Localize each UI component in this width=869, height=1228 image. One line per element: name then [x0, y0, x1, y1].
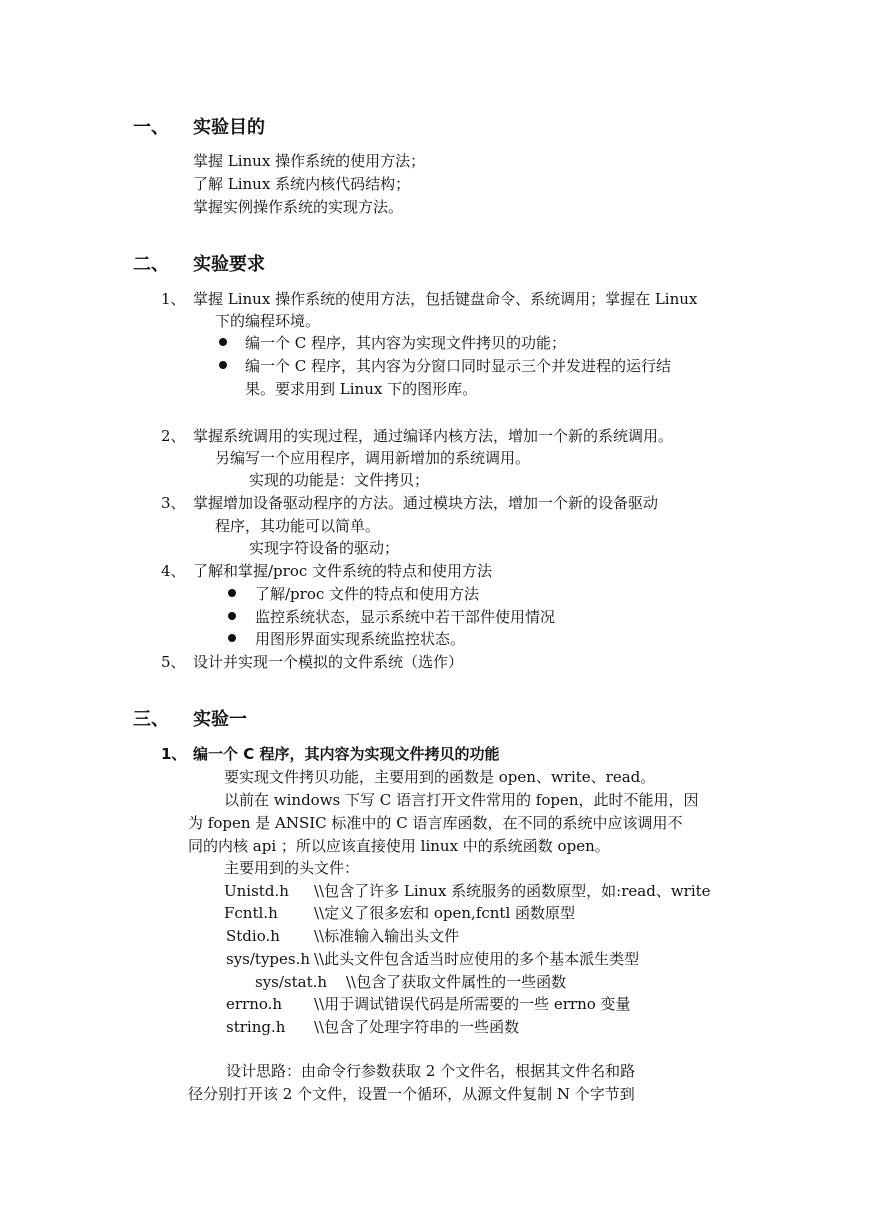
header-file-name: Fcntl.h — [224, 904, 278, 922]
bullet-text: 用图形界面实现系统监控状态。 — [255, 630, 466, 648]
paragraph-line: 设计并实现一个模拟的文件系统（选作） — [193, 653, 464, 671]
paragraph-line: 要实现文件拷贝功能，主要用到的函数是 open、write、read。 — [224, 768, 656, 786]
bullet-text: 果。要求用到 Linux 下的图形库。 — [245, 380, 478, 398]
header-file-desc: \\用于调试错误代码是所需要的一些 errno 变量 — [314, 995, 631, 1013]
section-title: 实验目的 — [193, 117, 265, 138]
paragraph-line: 了解 Linux 系统内核代码结构； — [193, 175, 411, 193]
bullet-icon — [228, 612, 236, 620]
list-number: 2、 — [161, 427, 186, 445]
section-number: 二、 — [133, 254, 169, 275]
section-number: 一、 — [133, 117, 169, 138]
header-file-desc: \\定义了很多宏和 open,fcntl 函数原型 — [314, 904, 576, 922]
bullet-icon — [228, 634, 236, 642]
paragraph-line: 为 fopen 是 ANSIC 标准中的 C 语言库函数，在不同的系统中应该调用不 — [188, 814, 683, 832]
paragraph-line: 掌握 Linux 操作系统的使用方法，包括键盘命令、系统调用；掌握在 Linux — [193, 290, 698, 308]
list-number: 1、 — [161, 290, 186, 308]
bullet-icon — [219, 361, 227, 369]
paragraph-line: 另编写一个应用程序，调用新增加的系统调用。 — [215, 449, 531, 467]
bullet-text: 编一个 C 程序，其内容为分窗口同时显示三个并发进程的运行结 — [245, 357, 672, 375]
header-file-name: sys/stat.h — [255, 973, 328, 991]
list-number: 3、 — [161, 494, 186, 512]
paragraph-line: 设计思路：由命令行参数获取 2 个文件名，根据其文件名和路 — [226, 1062, 636, 1080]
header-file-desc: \\此头文件包含适当时应使用的多个基本派生类型 — [314, 950, 640, 968]
header-file-name: Stdio.h — [226, 927, 280, 945]
subsection-number: 1、 — [161, 745, 187, 763]
header-file-name: Unistd.h — [224, 882, 289, 900]
header-file-desc: \\包含了处理字符串的一些函数 — [314, 1018, 520, 1036]
header-file-name: errno.h — [226, 995, 283, 1013]
bullet-icon — [228, 589, 236, 597]
paragraph-line: 实现的功能是：文件拷贝； — [249, 471, 430, 489]
header-file-desc: \\包含了获取文件属性的一些函数 — [346, 973, 567, 991]
list-number: 5、 — [161, 653, 186, 671]
bullet-text: 监控系统状态，显示系统中若干部件使用情况 — [255, 608, 556, 626]
bullet-text: 编一个 C 程序，其内容为实现文件拷贝的功能； — [245, 334, 567, 352]
header-file-desc: \\标准输入输出头文件 — [314, 927, 460, 945]
paragraph-line: 掌握系统调用的实现过程，通过编译内核方法，增加一个新的系统调用。 — [193, 427, 674, 445]
paragraph-line: 实现字符设备的驱动； — [249, 539, 400, 557]
section-number: 三、 — [133, 709, 169, 730]
bullet-icon — [219, 338, 227, 346]
subsection-title: 编一个 C 程序，其内容为实现文件拷贝的功能 — [193, 745, 500, 763]
paragraph-line: 掌握 Linux 操作系统的使用方法； — [193, 152, 426, 170]
paragraph-line: 径分别打开该 2 个文件，设置一个循环，从源文件复制 N 个字节到 — [188, 1085, 635, 1103]
paragraph-line: 同的内核 api ；所以应该直接使用 linux 中的系统函数 open。 — [188, 837, 610, 855]
paragraph-line: 以前在 windows 下写 C 语言打开文件常用的 fopen，此时不能用，因 — [224, 791, 699, 809]
header-file-desc: \\包含了许多 Linux 系统服务的函数原型，如:read、write — [314, 882, 711, 900]
section-title: 实验要求 — [193, 254, 265, 275]
bullet-text: 了解/proc 文件的特点和使用方法 — [255, 585, 480, 603]
paragraph-line: 了解和掌握/proc 文件系统的特点和使用方法 — [193, 562, 493, 580]
section-title: 实验一 — [193, 709, 247, 730]
header-file-name: sys/types.h — [226, 950, 311, 968]
paragraph-line: 掌握增加设备驱动程序的方法。通过模块方法，增加一个新的设备驱动 — [193, 494, 659, 512]
paragraph-line: 主要用到的头文件： — [224, 859, 360, 877]
paragraph-line: 掌握实例操作系统的实现方法。 — [193, 198, 404, 216]
paragraph-line: 下的编程环境。 — [215, 312, 321, 330]
header-file-name: string.h — [226, 1018, 286, 1036]
paragraph-line: 程序，其功能可以简单。 — [215, 517, 381, 535]
list-number: 4、 — [161, 562, 186, 580]
